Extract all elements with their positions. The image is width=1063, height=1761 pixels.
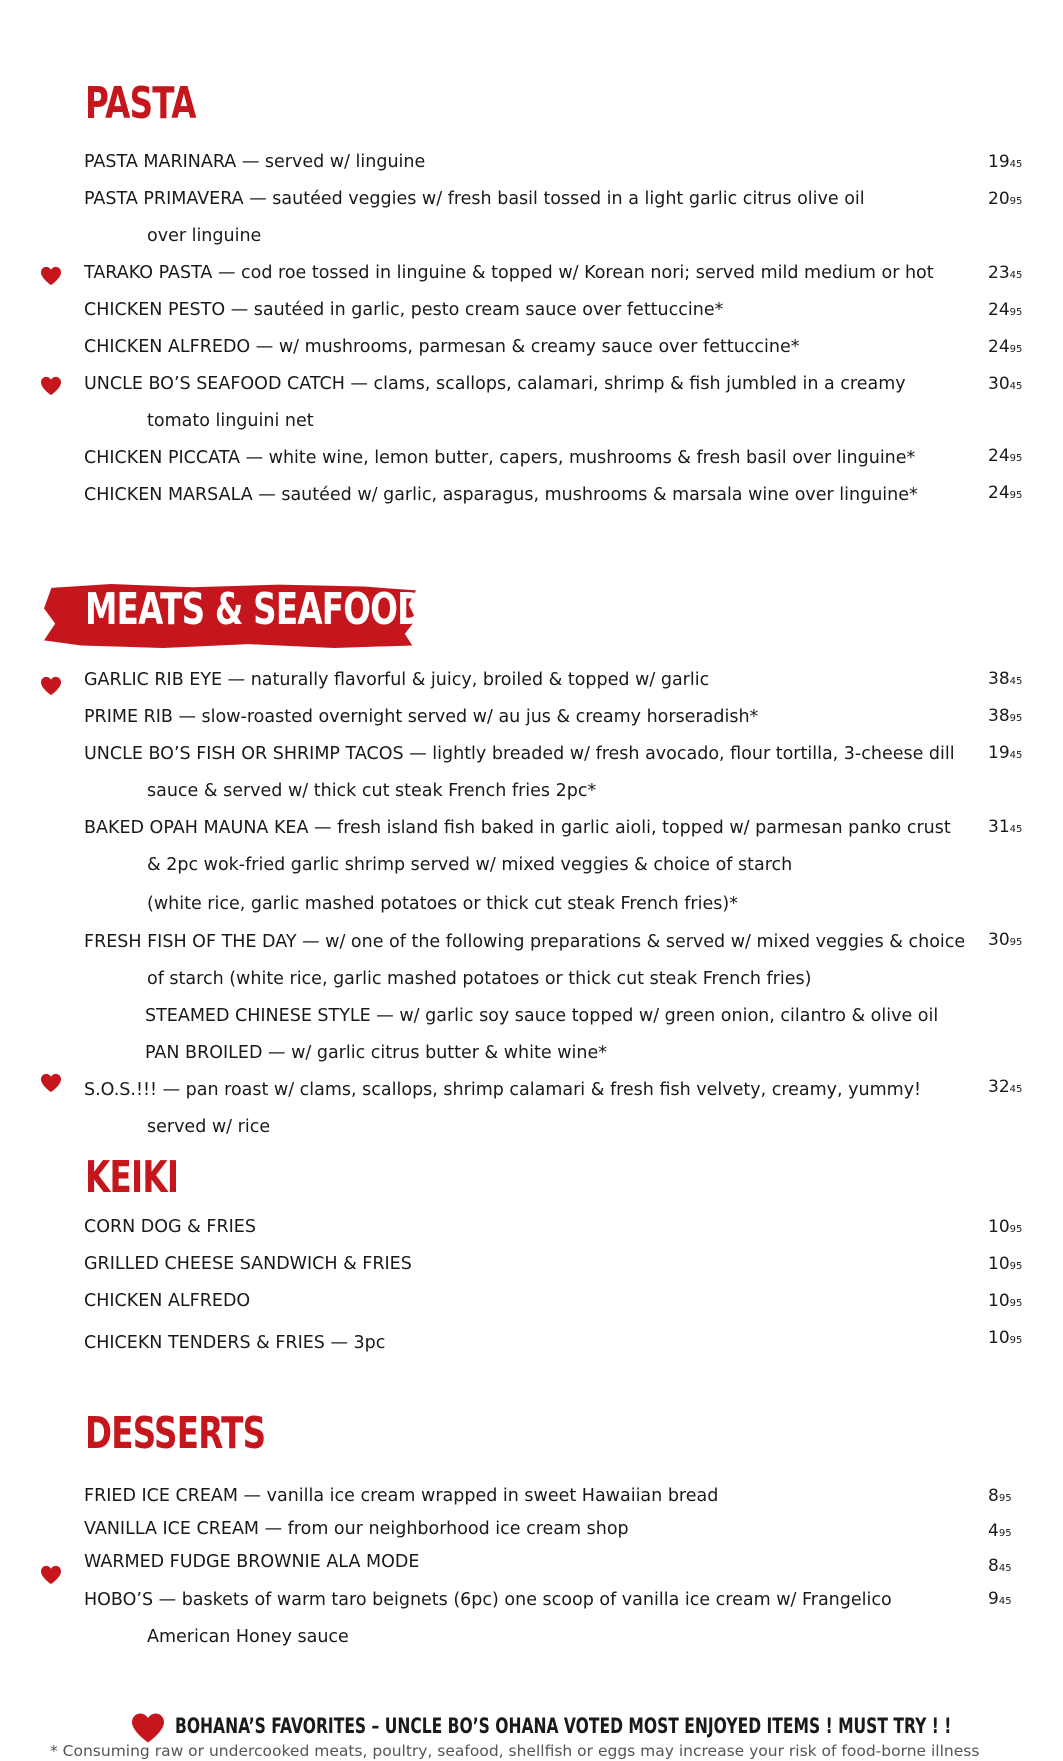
meats-seafood-section-title: MEATS & SEAFOOD [85, 584, 424, 635]
price-prime-rib: 3895 [988, 706, 1023, 726]
price-fish-shrimp-tacos: 1945 [988, 743, 1023, 763]
menu-item-tarako-pasta: TARAKO PASTA — cod roe tossed in linguine & topped w/ Korean nori; served mild medium or hot [84, 263, 934, 283]
price-pasta-primavera: 2095 [988, 189, 1023, 209]
menu-item-garlic-rib-eye: GARLIC RIB EYE — naturally flavorful & juicy, broiled & topped w/ garlic [84, 670, 710, 690]
menu-item-sos-cont: served w/ rice [147, 1117, 271, 1137]
price-fresh-fish-of-the-day: 3095 [988, 930, 1023, 950]
menu-item-baked-opah-cont-1: & 2pc wok-fried garlic shrimp served w/ mixed veggies & choice of starch [147, 855, 793, 875]
heart-icon [40, 1073, 62, 1093]
menu-item-pan-broiled: PAN BROILED — w/ garlic citrus butter & white wine* [145, 1043, 607, 1063]
price-sos: 3245 [988, 1077, 1023, 1097]
heart-icon [40, 266, 62, 286]
price-grilled-cheese: 1095 [988, 1254, 1023, 1274]
price-garlic-rib-eye: 3845 [988, 669, 1023, 689]
price-chicken-marsala: 2495 [988, 483, 1023, 503]
price-corn-dog: 1095 [988, 1217, 1023, 1237]
price-hobos: 945 [988, 1589, 1012, 1609]
price-fried-ice-cream: 895 [988, 1486, 1012, 1506]
heart-icon [40, 376, 62, 396]
heart-icon [40, 676, 62, 696]
menu-item-chicken-marsala: CHICKEN MARSALA — sautéed w/ garlic, asparagus, mushrooms & marsala wine over linguine* [84, 485, 918, 505]
menu-item-baked-opah-cont-2: (white rice, garlic mashed potatoes or thick cut steak French fries)* [147, 894, 738, 914]
menu-item-fresh-fish-of-the-day: FRESH FISH OF THE DAY — w/ one of the following preparations & served w/ mixed veggies & choice [84, 932, 966, 952]
menu-item-pasta-primavera-cont: over linguine [147, 226, 262, 246]
menu-item-pasta-primavera: PASTA PRIMAVERA — sautéed veggies w/ fresh basil tossed in a light garlic citrus olive oil [84, 189, 865, 209]
menu-item-sos: S.O.S.!!! — pan roast w/ clams, scallops, shrimp calamari & fresh fish velvety, creamy, yummy! [84, 1080, 922, 1100]
price-chicken-piccata: 2495 [988, 446, 1023, 466]
pasta-section-title: PASTA [85, 78, 196, 129]
price-chicken-tenders: 1095 [988, 1328, 1023, 1348]
menu-item-chicken-tenders: CHICEKN TENDERS & FRIES — 3pc [84, 1333, 386, 1353]
menu-item-fudge-brownie: WARMED FUDGE BROWNIE ALA MODE [84, 1552, 420, 1572]
price-baked-opah: 3145 [988, 817, 1023, 837]
heart-icon [130, 1712, 166, 1744]
menu-item-chicken-alfredo: CHICKEN ALFREDO — w/ mushrooms, parmesan & creamy sauce over fettuccine* [84, 337, 800, 357]
menu-item-pasta-marinara: PASTA MARINARA — served w/ linguine [84, 152, 426, 172]
menu-item-vanilla-ice-cream: VANILLA ICE CREAM — from our neighborhood ice cream shop [84, 1519, 629, 1539]
menu-item-fish-shrimp-tacos-cont: sauce & served w/ thick cut steak French fries 2pc* [147, 781, 597, 801]
price-tarako-pasta: 2345 [988, 263, 1023, 283]
price-fudge-brownie: 845 [988, 1556, 1012, 1576]
menu-item-fresh-fish-cont: of starch (white rice, garlic mashed potatoes or thick cut steak French fries) [147, 969, 812, 989]
menu-item-fish-shrimp-tacos: UNCLE BO’S FISH OR SHRIMP TACOS — lightly breaded w/ fresh avocado, flour tortilla, 3-cheese dill [84, 744, 955, 764]
menu-item-chicken-piccata: CHICKEN PICCATA — white wine, lemon butter, capers, mushrooms & fresh basil over linguine* [84, 448, 916, 468]
menu-item-fried-ice-cream: FRIED ICE CREAM — vanilla ice cream wrapped in sweet Hawaiian bread [84, 1486, 719, 1506]
price-seafood-catch: 3045 [988, 374, 1023, 394]
menu-item-hobos: HOBO’S — baskets of warm taro beignets (6pc) one scoop of vanilla ice cream w/ Frangelico [84, 1590, 892, 1610]
menu-item-prime-rib: PRIME RIB — slow-roasted overnight served w/ au jus & creamy horseradish* [84, 707, 759, 727]
menu-item-keiki-chicken-alfredo: CHICKEN ALFREDO [84, 1291, 251, 1311]
menu-item-grilled-cheese: GRILLED CHEESE SANDWICH & FRIES [84, 1254, 412, 1274]
menu-item-baked-opah: BAKED OPAH MAUNA KEA — fresh island fish baked in garlic aioli, topped w/ parmesan panko crust [84, 818, 951, 838]
menu-item-seafood-catch: UNCLE BO’S SEAFOOD CATCH — clams, scallops, calamari, shrimp & fish jumbled in a creamy [84, 374, 906, 394]
heart-icon [40, 1565, 62, 1585]
price-chicken-pesto: 2495 [988, 300, 1023, 320]
keiki-section-title: KEIKI [85, 1152, 179, 1203]
menu-item-corn-dog: CORN DOG & FRIES [84, 1217, 256, 1237]
menu-item-steamed-chinese-style: STEAMED CHINESE STYLE — w/ garlic soy sauce topped w/ green onion, cilantro & olive oil [145, 1006, 939, 1026]
price-chicken-alfredo: 2495 [988, 337, 1023, 357]
desserts-section-title: DESSERTS [85, 1408, 266, 1459]
favorites-note: BOHANA’S FAVORITES – UNCLE BO’S OHANA VOTED MOST ENJOYED ITEMS ! MUST TRY ! ! [175, 1714, 952, 1738]
food-safety-disclaimer: * Consuming raw or undercooked meats, poultry, seafood, shellfish or eggs may increase your risk of food-borne illness [50, 1742, 980, 1760]
menu-item-seafood-catch-cont: tomato linguini net [147, 411, 314, 431]
menu-item-hobos-cont: American Honey sauce [147, 1627, 349, 1647]
price-pasta-marinara: 1945 [988, 152, 1023, 172]
price-vanilla-ice-cream: 495 [988, 1521, 1012, 1541]
price-keiki-chicken-alfredo: 1095 [988, 1291, 1023, 1311]
menu-item-chicken-pesto: CHICKEN PESTO — sautéed in garlic, pesto cream sauce over fettuccine* [84, 300, 724, 320]
